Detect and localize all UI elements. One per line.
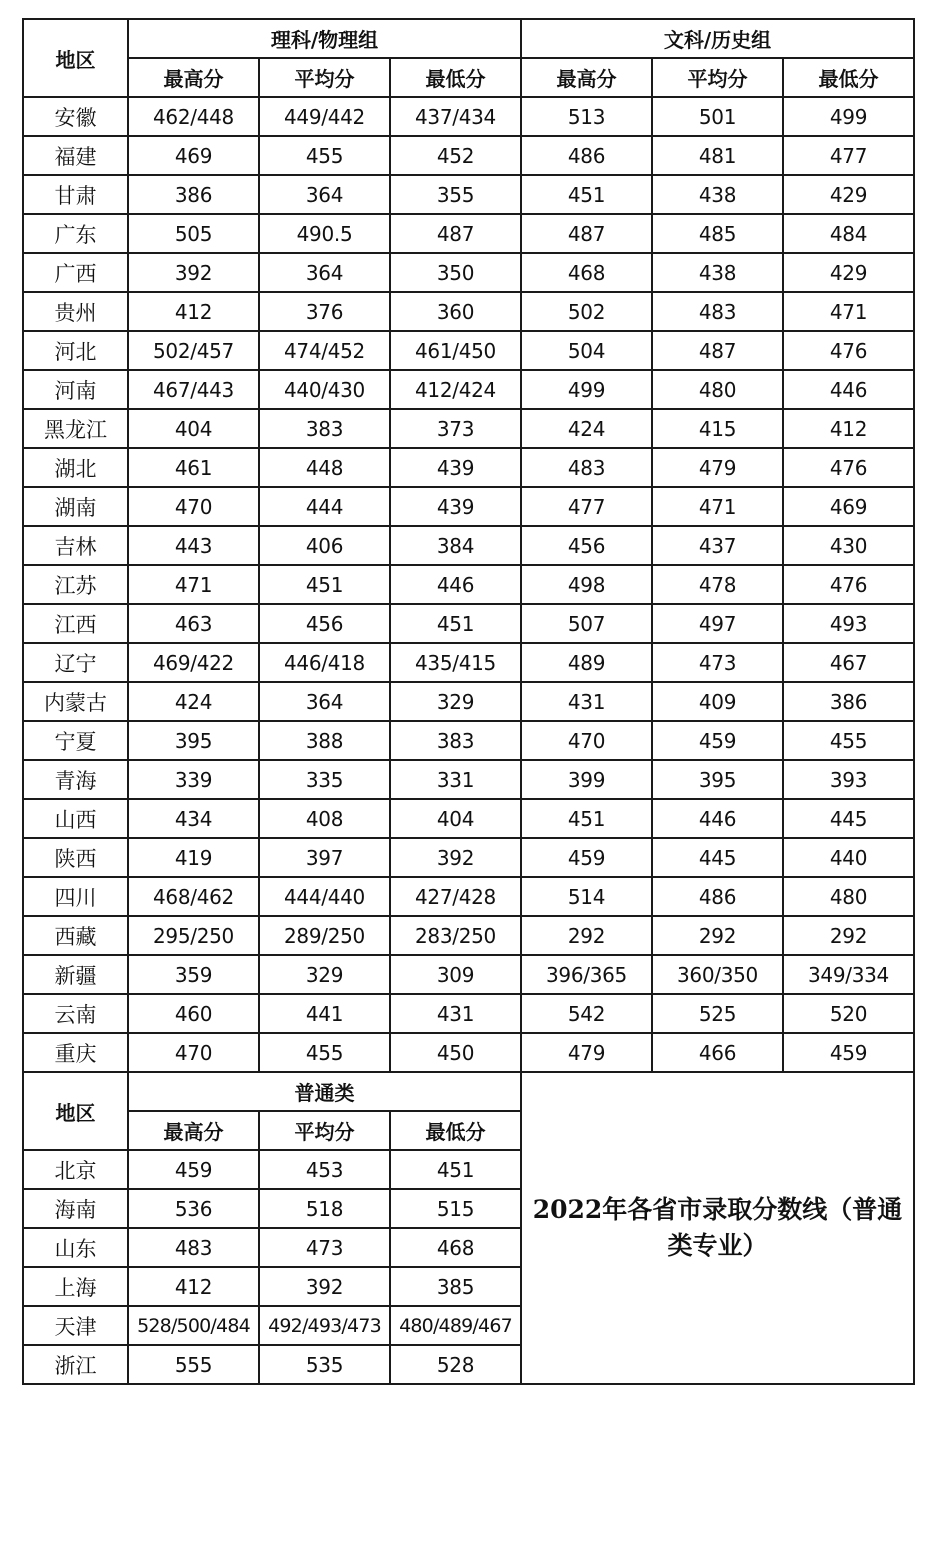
score-cell: 439 bbox=[390, 487, 521, 526]
region-cell: 江苏 bbox=[23, 565, 128, 604]
table-row bbox=[23, 565, 914, 604]
score-cell: 486 bbox=[521, 136, 652, 175]
score-cell: 392 bbox=[128, 253, 259, 292]
score-cell: 479 bbox=[521, 1033, 652, 1072]
score-cell: 283/250 bbox=[390, 916, 521, 955]
score-cell: 386 bbox=[783, 682, 914, 721]
score-cell: 467 bbox=[783, 643, 914, 682]
score-cell: 329 bbox=[259, 955, 390, 994]
score-cell: 483 bbox=[652, 292, 783, 331]
score-cell: 392 bbox=[390, 838, 521, 877]
score-cell: 487 bbox=[652, 331, 783, 370]
table-row bbox=[23, 214, 914, 253]
header-row-groups bbox=[23, 19, 914, 58]
score-cell: 445 bbox=[783, 799, 914, 838]
score-cell: 349/334 bbox=[783, 955, 914, 994]
header-row-subheaders bbox=[23, 58, 914, 97]
score-cell: 490.5 bbox=[259, 214, 390, 253]
score-cell: 455 bbox=[259, 1033, 390, 1072]
score-cell: 424 bbox=[128, 682, 259, 721]
score-cell: 471 bbox=[128, 565, 259, 604]
score-cell: 514 bbox=[521, 877, 652, 916]
sub-header-min: 最低分 bbox=[390, 58, 521, 97]
score-cell: 513 bbox=[521, 97, 652, 136]
sub-header-max: 最高分 bbox=[521, 58, 652, 97]
score-cell: 471 bbox=[652, 487, 783, 526]
score-cell: 469/422 bbox=[128, 643, 259, 682]
score-cell: 478 bbox=[652, 565, 783, 604]
table-row bbox=[23, 682, 914, 721]
region-cell: 广西 bbox=[23, 253, 128, 292]
score-cell: 525 bbox=[652, 994, 783, 1033]
score-cell: 384 bbox=[390, 526, 521, 565]
score-cell: 412 bbox=[783, 409, 914, 448]
table-row bbox=[23, 253, 914, 292]
region-cell: 河北 bbox=[23, 331, 128, 370]
table-caption: 2022年各省市录取分数线（普通类专业） bbox=[521, 1072, 914, 1384]
score-cell: 350 bbox=[390, 253, 521, 292]
score-cell: 435/415 bbox=[390, 643, 521, 682]
sub-header-avg: 平均分 bbox=[259, 58, 390, 97]
region-cell: 山西 bbox=[23, 799, 128, 838]
score-cell: 477 bbox=[521, 487, 652, 526]
score-cell: 542 bbox=[521, 994, 652, 1033]
sub-header-min: 最低分 bbox=[390, 1111, 521, 1150]
score-cell: 497 bbox=[652, 604, 783, 643]
score-cell: 439 bbox=[390, 448, 521, 487]
score-cell: 451 bbox=[390, 1150, 521, 1189]
score-cell: 499 bbox=[521, 370, 652, 409]
table-row bbox=[23, 175, 914, 214]
sub-header-max: 最高分 bbox=[128, 1111, 259, 1150]
region-cell: 浙江 bbox=[23, 1345, 128, 1384]
region-cell: 宁夏 bbox=[23, 721, 128, 760]
score-cell: 396/365 bbox=[521, 955, 652, 994]
table-row bbox=[23, 760, 914, 799]
admission-scores-table bbox=[22, 18, 915, 1385]
region-cell: 安徽 bbox=[23, 97, 128, 136]
region-cell: 西藏 bbox=[23, 916, 128, 955]
score-cell: 459 bbox=[652, 721, 783, 760]
score-cell: 424 bbox=[521, 409, 652, 448]
score-cell: 440 bbox=[783, 838, 914, 877]
score-cell: 468 bbox=[390, 1228, 521, 1267]
score-cell: 429 bbox=[783, 175, 914, 214]
table-row bbox=[23, 916, 914, 955]
score-cell: 451 bbox=[390, 604, 521, 643]
score-cell: 477 bbox=[783, 136, 914, 175]
score-cell: 388 bbox=[259, 721, 390, 760]
table-row bbox=[23, 838, 914, 877]
region-cell: 陕西 bbox=[23, 838, 128, 877]
score-cell: 292 bbox=[783, 916, 914, 955]
region-cell: 辽宁 bbox=[23, 643, 128, 682]
score-cell: 385 bbox=[390, 1267, 521, 1306]
score-cell: 445 bbox=[652, 838, 783, 877]
sub-header-max: 最高分 bbox=[128, 58, 259, 97]
region-cell: 上海 bbox=[23, 1267, 128, 1306]
score-cell: 441 bbox=[259, 994, 390, 1033]
score-cell: 467/443 bbox=[128, 370, 259, 409]
score-cell: 502/457 bbox=[128, 331, 259, 370]
score-cell: 409 bbox=[652, 682, 783, 721]
region-cell: 内蒙古 bbox=[23, 682, 128, 721]
table-row bbox=[23, 487, 914, 526]
score-cell: 438 bbox=[652, 253, 783, 292]
score-cell: 451 bbox=[521, 799, 652, 838]
score-cell: 489 bbox=[521, 643, 652, 682]
table-row bbox=[23, 136, 914, 175]
region-cell: 福建 bbox=[23, 136, 128, 175]
sub-header-min: 最低分 bbox=[783, 58, 914, 97]
region-cell: 贵州 bbox=[23, 292, 128, 331]
score-cell: 446 bbox=[652, 799, 783, 838]
score-cell: 434 bbox=[128, 799, 259, 838]
score-cell: 473 bbox=[652, 643, 783, 682]
table-row bbox=[23, 448, 914, 487]
table-row bbox=[23, 370, 914, 409]
score-cell: 459 bbox=[128, 1150, 259, 1189]
region-cell: 北京 bbox=[23, 1150, 128, 1189]
score-cell: 463 bbox=[128, 604, 259, 643]
score-cell: 364 bbox=[259, 175, 390, 214]
score-cell: 360 bbox=[390, 292, 521, 331]
score-cell: 459 bbox=[521, 838, 652, 877]
score-cell: 468/462 bbox=[128, 877, 259, 916]
score-cell: 408 bbox=[259, 799, 390, 838]
score-cell: 474/452 bbox=[259, 331, 390, 370]
table-row bbox=[23, 994, 914, 1033]
score-cell: 486 bbox=[652, 877, 783, 916]
score-cell: 449/442 bbox=[259, 97, 390, 136]
score-cell: 292 bbox=[652, 916, 783, 955]
group-header-liberal-arts: 文科/历史组 bbox=[521, 19, 914, 58]
score-cell: 444 bbox=[259, 487, 390, 526]
score-cell: 419 bbox=[128, 838, 259, 877]
score-cell: 501 bbox=[652, 97, 783, 136]
score-cell: 397 bbox=[259, 838, 390, 877]
score-cell: 502 bbox=[521, 292, 652, 331]
score-cell: 295/250 bbox=[128, 916, 259, 955]
score-cell: 487 bbox=[390, 214, 521, 253]
score-cell: 437 bbox=[652, 526, 783, 565]
region-cell: 山东 bbox=[23, 1228, 128, 1267]
score-cell: 431 bbox=[390, 994, 521, 1033]
score-cell: 476 bbox=[783, 331, 914, 370]
score-cell: 329 bbox=[390, 682, 521, 721]
score-cell: 535 bbox=[259, 1345, 390, 1384]
score-cell: 335 bbox=[259, 760, 390, 799]
score-cell: 359 bbox=[128, 955, 259, 994]
table-row bbox=[23, 877, 914, 916]
score-cell: 460 bbox=[128, 994, 259, 1033]
score-cell: 331 bbox=[390, 760, 521, 799]
score-cell: 289/250 bbox=[259, 916, 390, 955]
table-row bbox=[23, 292, 914, 331]
score-cell: 383 bbox=[259, 409, 390, 448]
region-cell: 新疆 bbox=[23, 955, 128, 994]
region-cell: 广东 bbox=[23, 214, 128, 253]
score-cell: 456 bbox=[521, 526, 652, 565]
score-cell: 437/434 bbox=[390, 97, 521, 136]
score-cell: 412/424 bbox=[390, 370, 521, 409]
region-cell: 甘肃 bbox=[23, 175, 128, 214]
score-cell: 480 bbox=[652, 370, 783, 409]
region-cell: 黑龙江 bbox=[23, 409, 128, 448]
score-cell: 430 bbox=[783, 526, 914, 565]
score-cell: 453 bbox=[259, 1150, 390, 1189]
score-cell: 406 bbox=[259, 526, 390, 565]
table-row bbox=[23, 331, 914, 370]
score-cell: 462/448 bbox=[128, 97, 259, 136]
sub-header-avg: 平均分 bbox=[652, 58, 783, 97]
table-row bbox=[23, 643, 914, 682]
table-row bbox=[23, 799, 914, 838]
region-header: 地区 bbox=[23, 19, 128, 97]
score-cell: 404 bbox=[128, 409, 259, 448]
score-cell: 499 bbox=[783, 97, 914, 136]
table-row bbox=[23, 97, 914, 136]
group-header-general: 普通类 bbox=[128, 1072, 521, 1111]
score-cell: 392 bbox=[259, 1267, 390, 1306]
region-cell: 天津 bbox=[23, 1306, 128, 1345]
score-cell: 383 bbox=[390, 721, 521, 760]
score-cell: 470 bbox=[128, 487, 259, 526]
score-cell: 404 bbox=[390, 799, 521, 838]
score-cell: 470 bbox=[521, 721, 652, 760]
score-cell: 484 bbox=[783, 214, 914, 253]
score-cell: 476 bbox=[783, 565, 914, 604]
score-cell: 364 bbox=[259, 253, 390, 292]
region-cell: 湖南 bbox=[23, 487, 128, 526]
score-cell: 412 bbox=[128, 292, 259, 331]
score-cell: 440/430 bbox=[259, 370, 390, 409]
score-cell: 450 bbox=[390, 1033, 521, 1072]
score-cell: 471 bbox=[783, 292, 914, 331]
score-cell: 483 bbox=[521, 448, 652, 487]
score-cell: 448 bbox=[259, 448, 390, 487]
score-cell: 455 bbox=[259, 136, 390, 175]
score-cell: 429 bbox=[783, 253, 914, 292]
region-cell: 河南 bbox=[23, 370, 128, 409]
score-cell: 468 bbox=[521, 253, 652, 292]
score-cell: 443 bbox=[128, 526, 259, 565]
header-row-groups bbox=[23, 1072, 914, 1111]
group-header-science: 理科/物理组 bbox=[128, 19, 521, 58]
score-cell: 395 bbox=[652, 760, 783, 799]
score-cell: 470 bbox=[128, 1033, 259, 1072]
score-cell: 364 bbox=[259, 682, 390, 721]
score-cell: 469 bbox=[128, 136, 259, 175]
score-cell: 536 bbox=[128, 1189, 259, 1228]
score-cell: 393 bbox=[783, 760, 914, 799]
score-cell: 399 bbox=[521, 760, 652, 799]
table-row bbox=[23, 955, 914, 994]
score-cell: 520 bbox=[783, 994, 914, 1033]
score-cell: 479 bbox=[652, 448, 783, 487]
score-cell: 518 bbox=[259, 1189, 390, 1228]
score-cell: 461 bbox=[128, 448, 259, 487]
score-cell: 446 bbox=[390, 565, 521, 604]
score-cell: 555 bbox=[128, 1345, 259, 1384]
sub-header-avg: 平均分 bbox=[259, 1111, 390, 1150]
score-cell: 452 bbox=[390, 136, 521, 175]
score-cell: 456 bbox=[259, 604, 390, 643]
score-cell: 427/428 bbox=[390, 877, 521, 916]
region-cell: 江西 bbox=[23, 604, 128, 643]
score-cell: 309 bbox=[390, 955, 521, 994]
score-cell: 412 bbox=[128, 1267, 259, 1306]
score-cell: 415 bbox=[652, 409, 783, 448]
score-cell: 485 bbox=[652, 214, 783, 253]
score-cell: 292 bbox=[521, 916, 652, 955]
score-cell: 459 bbox=[783, 1033, 914, 1072]
score-cell: 481 bbox=[652, 136, 783, 175]
score-cell: 444/440 bbox=[259, 877, 390, 916]
score-cell: 504 bbox=[521, 331, 652, 370]
region-cell: 吉林 bbox=[23, 526, 128, 565]
score-cell: 528 bbox=[390, 1345, 521, 1384]
score-cell: 451 bbox=[521, 175, 652, 214]
score-cell: 473 bbox=[259, 1228, 390, 1267]
score-cell: 483 bbox=[128, 1228, 259, 1267]
table-row bbox=[23, 1033, 914, 1072]
score-cell: 480/489/467 bbox=[390, 1306, 521, 1345]
table-row bbox=[23, 721, 914, 760]
table-row bbox=[23, 526, 914, 565]
score-cell: 493 bbox=[783, 604, 914, 643]
score-cell: 515 bbox=[390, 1189, 521, 1228]
region-cell: 青海 bbox=[23, 760, 128, 799]
region-cell: 湖北 bbox=[23, 448, 128, 487]
score-cell: 446/418 bbox=[259, 643, 390, 682]
region-header: 地区 bbox=[23, 1072, 128, 1150]
score-cell: 466 bbox=[652, 1033, 783, 1072]
score-cell: 339 bbox=[128, 760, 259, 799]
region-cell: 重庆 bbox=[23, 1033, 128, 1072]
region-cell: 四川 bbox=[23, 877, 128, 916]
score-cell: 376 bbox=[259, 292, 390, 331]
score-cell: 498 bbox=[521, 565, 652, 604]
score-cell: 507 bbox=[521, 604, 652, 643]
score-cell: 360/350 bbox=[652, 955, 783, 994]
score-cell: 446 bbox=[783, 370, 914, 409]
score-cell: 476 bbox=[783, 448, 914, 487]
score-cell: 355 bbox=[390, 175, 521, 214]
score-cell: 438 bbox=[652, 175, 783, 214]
region-cell: 云南 bbox=[23, 994, 128, 1033]
region-cell: 海南 bbox=[23, 1189, 128, 1228]
score-cell: 487 bbox=[521, 214, 652, 253]
score-cell: 431 bbox=[521, 682, 652, 721]
score-cell: 451 bbox=[259, 565, 390, 604]
score-cell: 455 bbox=[783, 721, 914, 760]
score-cell: 386 bbox=[128, 175, 259, 214]
score-cell: 461/450 bbox=[390, 331, 521, 370]
score-cell: 505 bbox=[128, 214, 259, 253]
score-cell: 528/500/484 bbox=[128, 1306, 259, 1345]
score-cell: 469 bbox=[783, 487, 914, 526]
table-row bbox=[23, 409, 914, 448]
score-cell: 373 bbox=[390, 409, 521, 448]
score-cell: 395 bbox=[128, 721, 259, 760]
table-row bbox=[23, 604, 914, 643]
score-cell: 492/493/473 bbox=[259, 1306, 390, 1345]
score-cell: 480 bbox=[783, 877, 914, 916]
